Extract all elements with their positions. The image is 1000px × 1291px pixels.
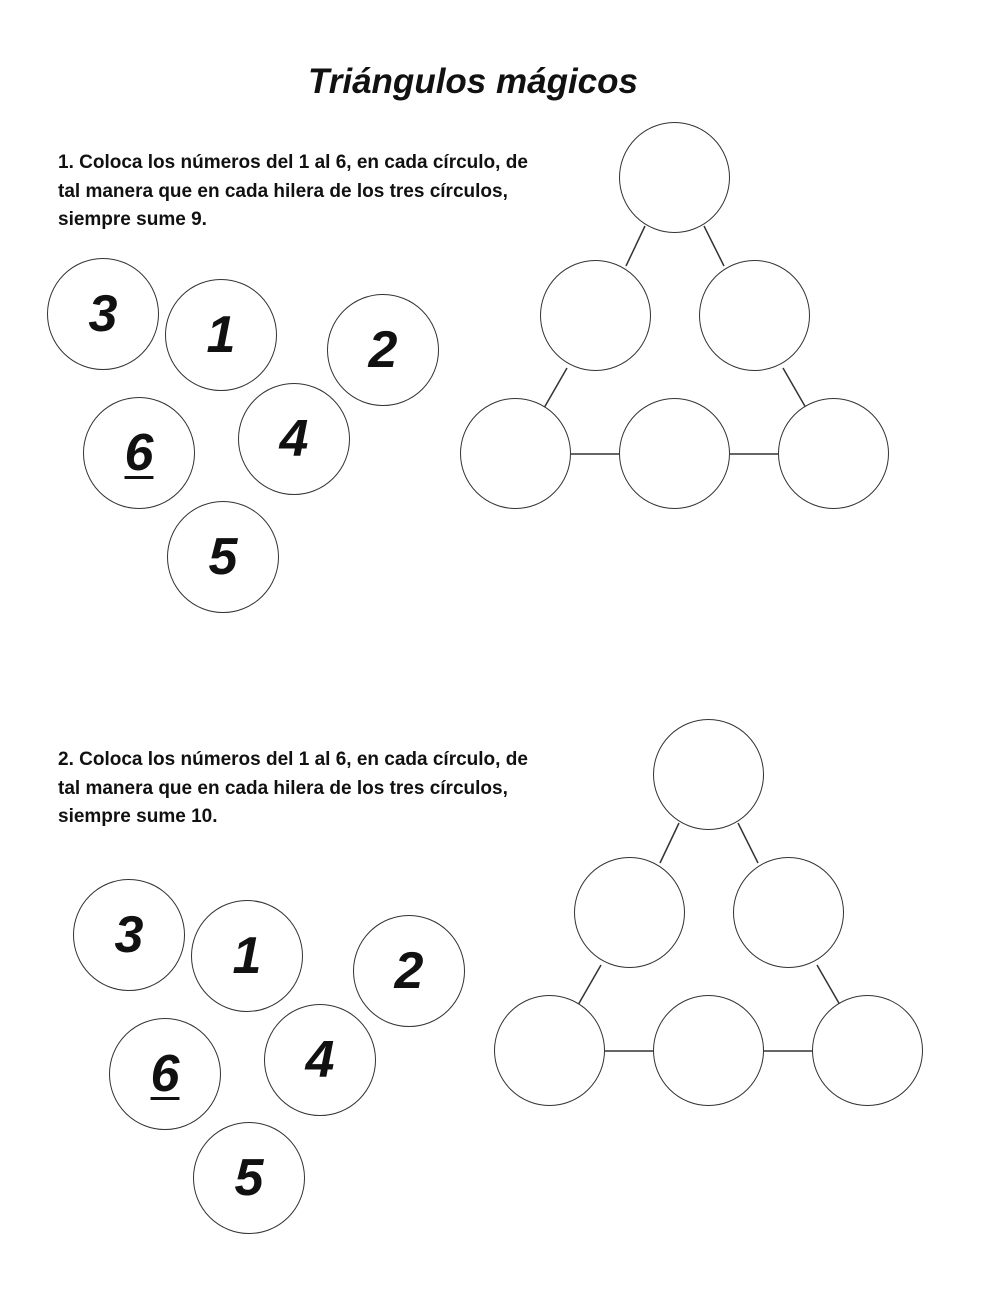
number-tile-label: 6 [150,1045,180,1103]
number-tile-label: 5 [208,528,238,586]
answer-slot-bottom-right[interactable] [812,995,923,1106]
number-tile-3[interactable] [47,258,159,370]
problem-1-instruction: 1. Coloca los números del 1 al 6, en cada círculo, de tal manera que en cada hilera de los tres círculos, siempre sume 9. [58,152,528,230]
number-tile-1[interactable] [165,279,277,391]
connector-line [738,823,758,863]
number-tile-label: 4 [279,410,309,468]
answer-slot-bottom-left[interactable] [494,995,605,1106]
number-tile-label: 6 [124,424,154,482]
number-tile-label: 4 [305,1031,335,1089]
number-tile-label: 3 [88,285,118,343]
number-tile-label: 1 [232,927,262,985]
connector-line [817,965,840,1005]
number-tile-3[interactable] [73,879,185,991]
number-tile-6[interactable] [83,397,195,509]
answer-slot-bottom-right[interactable] [778,398,889,509]
answer-slot-middle-left[interactable] [540,260,651,371]
answer-slot-top[interactable] [619,122,730,233]
problem-1-magic-triangle [460,122,892,512]
answer-slot-middle-right[interactable] [699,260,810,371]
answer-slot-bottom-left[interactable] [460,398,571,509]
connector-line [626,226,645,266]
number-tile-5[interactable] [193,1122,305,1234]
number-tile-5[interactable] [167,501,279,613]
connector-line [544,368,567,408]
worksheet-title: Triángulos mágicos [308,62,638,101]
connector-line [783,368,806,408]
number-tile-4[interactable] [264,1004,376,1116]
number-tile-6[interactable] [109,1018,221,1130]
number-tile-label: 2 [368,321,398,379]
number-tile-4[interactable] [238,383,350,495]
number-tile-2[interactable] [353,915,465,1027]
answer-slot-middle-right[interactable] [733,857,844,968]
connector-line [704,226,724,266]
number-tile-1[interactable] [191,900,303,1012]
number-tile-label: 1 [206,306,236,364]
number-tile-2[interactable] [327,294,439,406]
answer-slot-bottom-center[interactable] [653,995,764,1106]
answer-slot-middle-left[interactable] [574,857,685,968]
problem-2-instruction: 2. Coloca los números del 1 al 6, en cada círculo, de tal manera que en cada hilera de los tres círculos, siempre sume 10. [58,749,528,827]
problem-2-magic-triangle [494,719,926,1109]
number-tile-label: 3 [114,906,144,964]
answer-slot-bottom-center[interactable] [619,398,730,509]
connector-line [660,823,679,863]
number-tile-label: 2 [394,942,424,1000]
connector-line [578,965,601,1005]
answer-slot-top[interactable] [653,719,764,830]
number-tile-label: 5 [234,1149,264,1207]
